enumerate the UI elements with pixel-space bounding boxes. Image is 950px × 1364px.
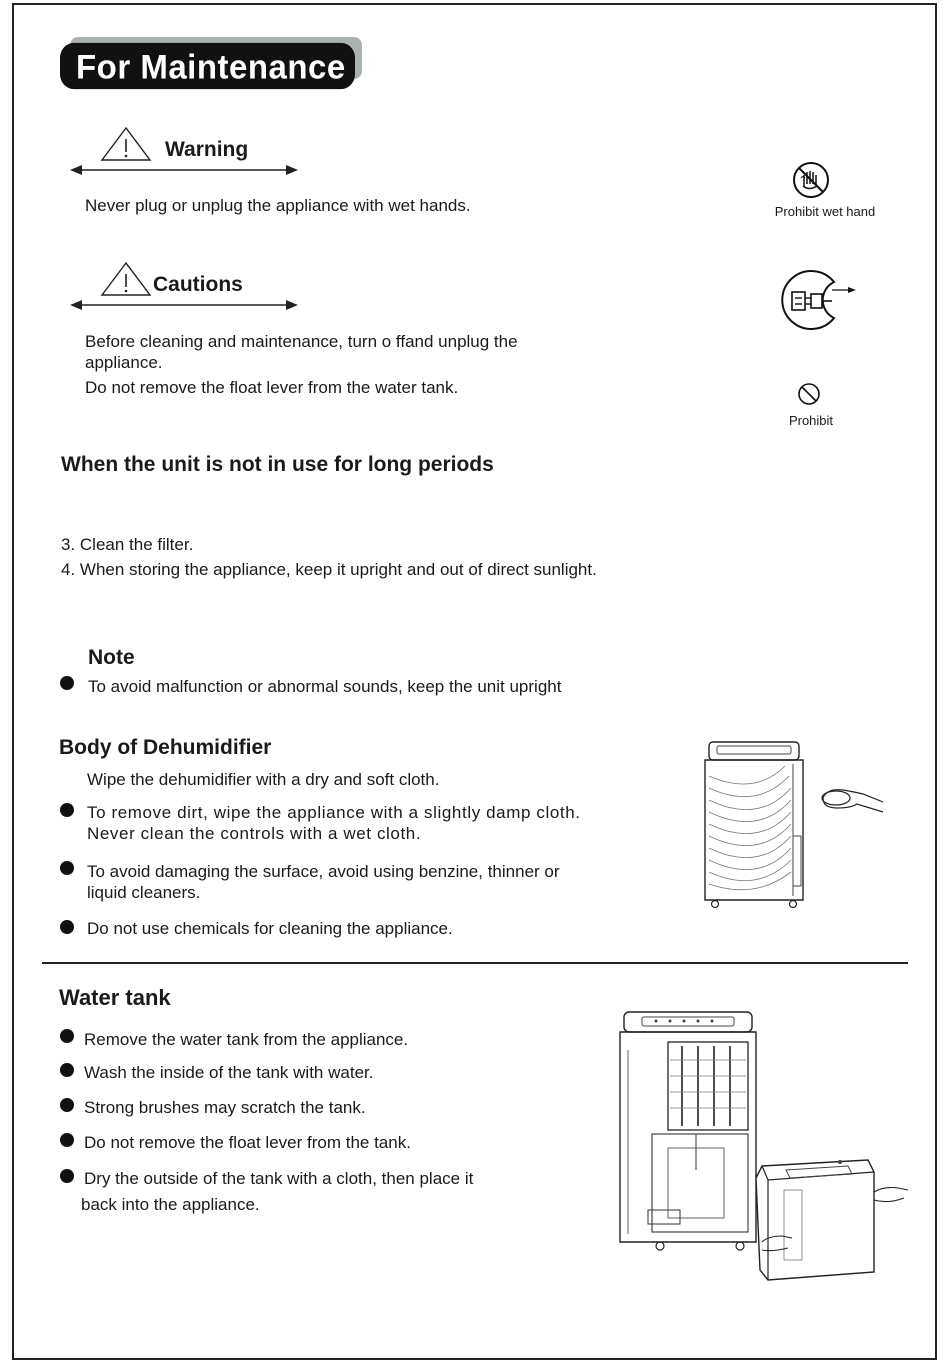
body-bullet-3-line-1: Do not use chemicals for cleaning the appliance. [87, 919, 453, 938]
body-bullet-3 [60, 920, 74, 934]
body-bullet-1-line-1: To remove dirt, wipe the appliance with a slightly damp cloth. [87, 803, 581, 822]
dehumidifier-wipe-illustration [695, 736, 890, 920]
warning-text: Never plug or unplug the appliance with wet hands. [85, 196, 471, 215]
tank-bullet-2-text: Wash the inside of the tank with water. [84, 1063, 374, 1082]
note-bullet [60, 676, 74, 690]
section-divider [42, 962, 908, 964]
body-intro: Wipe the dehumidifier with a dry and soft cloth. [87, 770, 440, 789]
tank-bullet-5-line-1: Dry the outside of the tank with a cloth, then place it [84, 1169, 474, 1188]
prohibit-wet-hand-icon [791, 160, 831, 200]
unplug-icon [776, 268, 860, 332]
tank-bullet-4-text: Do not remove the float lever from the tank. [84, 1133, 411, 1152]
tank-bullet-5-line-2: back into the appliance. [81, 1195, 260, 1214]
note-title: Note [88, 646, 135, 669]
tank-title: Water tank [59, 985, 171, 1010]
prohibit-wet-hand-caption: Prohibit wet hand [774, 204, 876, 219]
body-bullet-2 [60, 861, 74, 875]
water-tank-illustration [612, 1010, 912, 1286]
prohibit-icon [796, 381, 822, 407]
storage-item-3: 3. Clean the filter. [61, 535, 194, 554]
warning-title: Warning [165, 138, 249, 161]
body-bullet-2-line-1: To avoid damaging the surface, avoid using benzine, thinner or [87, 862, 560, 881]
body-bullet-2-line-2: liquid cleaners. [87, 883, 201, 902]
tank-bullet-4 [60, 1133, 74, 1147]
storage-item-4: 4. When storing the appliance, keep it upright and out of direct sunlight. [61, 560, 597, 579]
tank-bullet-3 [60, 1098, 74, 1112]
tank-bullet-2 [60, 1063, 74, 1077]
cautions-title: Cautions [153, 273, 243, 296]
cautions-line-2: appliance. [85, 353, 163, 372]
tank-bullet-1 [60, 1029, 74, 1043]
prohibit-caption: Prohibit [788, 413, 834, 428]
cautions-line-1: Before cleaning and maintenance, turn o ffand unplug the [85, 332, 518, 351]
tank-bullet-5 [60, 1169, 74, 1183]
tank-bullet-1-text: Remove the water tank from the appliance. [84, 1030, 409, 1049]
cautions-line-3: Do not remove the float lever from the water tank. [85, 378, 459, 397]
tank-bullet-3-text: Strong brushes may scratch the tank. [84, 1098, 366, 1117]
storage-title: When the unit is not in use for long periods [61, 453, 494, 476]
body-bullet-1-line-2: Never clean the controls with a wet cloth. [87, 824, 422, 843]
page-title: For Maintenance [60, 43, 355, 89]
body-title: Body of Dehumidifier [59, 736, 272, 759]
note-text: To avoid malfunction or abnormal sounds, keep the unit upright [88, 677, 562, 696]
body-bullet-1 [60, 803, 74, 817]
